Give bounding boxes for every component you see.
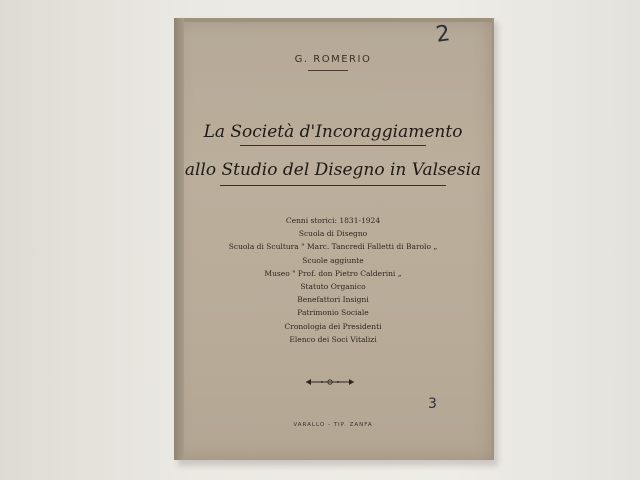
contents-item: Cenni storici: 1831-1924: [285, 216, 381, 225]
printer-imprint: VARALLO - TIP. ZANFA: [293, 422, 373, 428]
ornament-flourish-icon: [304, 376, 356, 388]
title-line-2: allo Studio del Disegno in Valsesia: [184, 160, 482, 180]
contents-item: Patrimonio Sociale: [297, 308, 369, 318]
booklet-cover: [174, 18, 494, 460]
contents-item: Statuto Organico: [300, 282, 366, 292]
contents-item: Cronologia dei Presidenti: [284, 321, 382, 331]
pencil-mark-top: 2: [434, 21, 452, 48]
title-rule-1: [240, 145, 426, 146]
pencil-mark-bottom: 3: [428, 396, 437, 412]
contents-item: Elenco dei Soci Vitalizi: [289, 334, 377, 344]
contents-list: [174, 214, 492, 346]
contents-item: Museo " Prof. don Pietro Calderini „: [264, 268, 402, 278]
author-rule: [308, 70, 348, 71]
contents-item: Scuole aggiunte: [302, 255, 364, 265]
contents-item: Scuola di Scultura " Marc. Tancredi Falletti di Barolo „: [228, 242, 438, 252]
author-name: G. ROMERIO: [294, 54, 372, 65]
contents-item: Scuola di Disegno: [298, 229, 368, 239]
title-line-1: La Società d'Incoraggiamento: [203, 122, 463, 142]
title-rule-2: [220, 185, 446, 186]
contents-item: Benefattori Insigni: [297, 295, 369, 305]
